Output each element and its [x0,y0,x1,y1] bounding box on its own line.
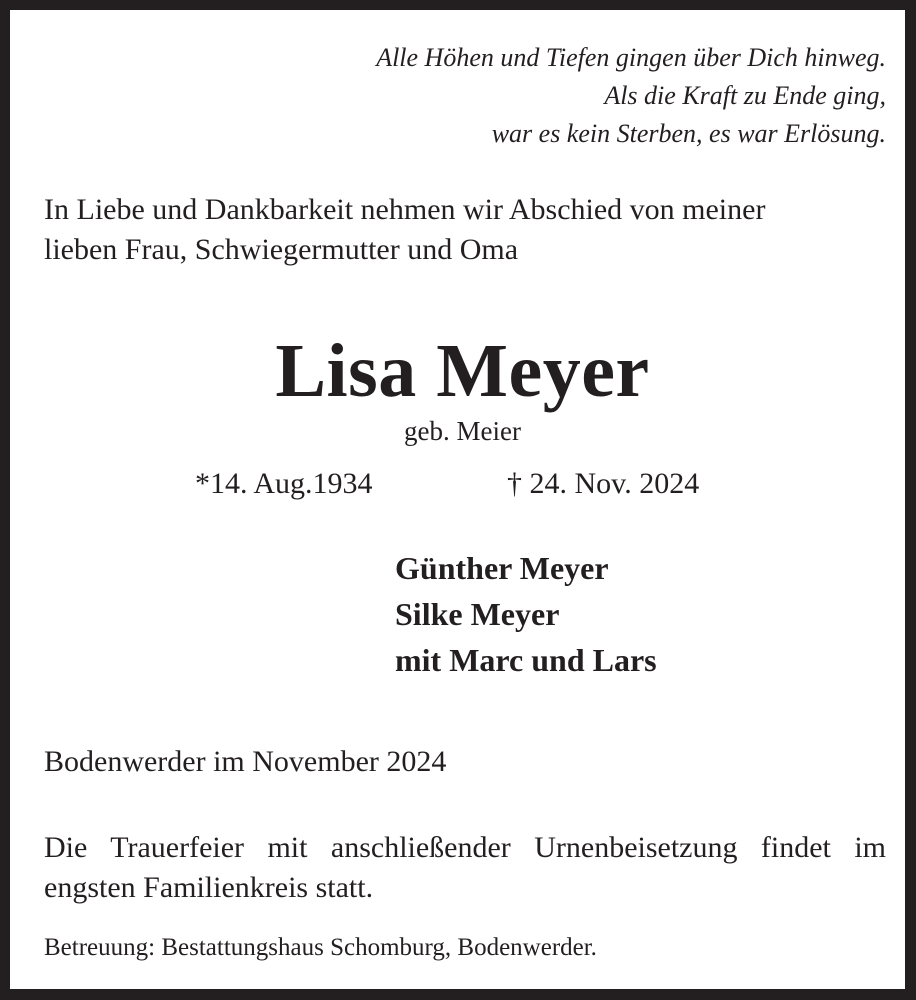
signer: Günther Meyer [395,550,609,586]
deceased-name: Lisa Meyer [275,329,650,413]
birth-date: *14. Aug.1934 [195,467,373,500]
poem-line: Alle Höhen und Tiefen gingen über Dich hinweg. [376,43,886,72]
death-date: † 24. Nov. 2024 [507,467,700,500]
place-date: Bodenwerder im November 2024 [44,745,447,778]
undertaker-info: Betreuung: Bestattungshaus Schomburg, Bodenwerder. [44,934,597,961]
poem-line: war es kein Sterben, es war Erlösung. [491,119,886,148]
ceremony-info: Die Trauerfeier mit anschließender Urnenbeisetzung findet im engsten Familienkreis statt. [44,831,886,904]
maiden-name: geb. Meier [404,416,521,446]
intro-line: lieben Frau, Schwiegermutter und Oma [44,233,519,266]
intro-line: In Liebe und Dankbarkeit nehmen wir Abschied von meiner [44,193,766,226]
signer: mit Marc und Lars [395,642,657,678]
signer: Silke Meyer [395,596,560,632]
poem-line: Als die Kraft zu Ende ging, [604,81,886,110]
